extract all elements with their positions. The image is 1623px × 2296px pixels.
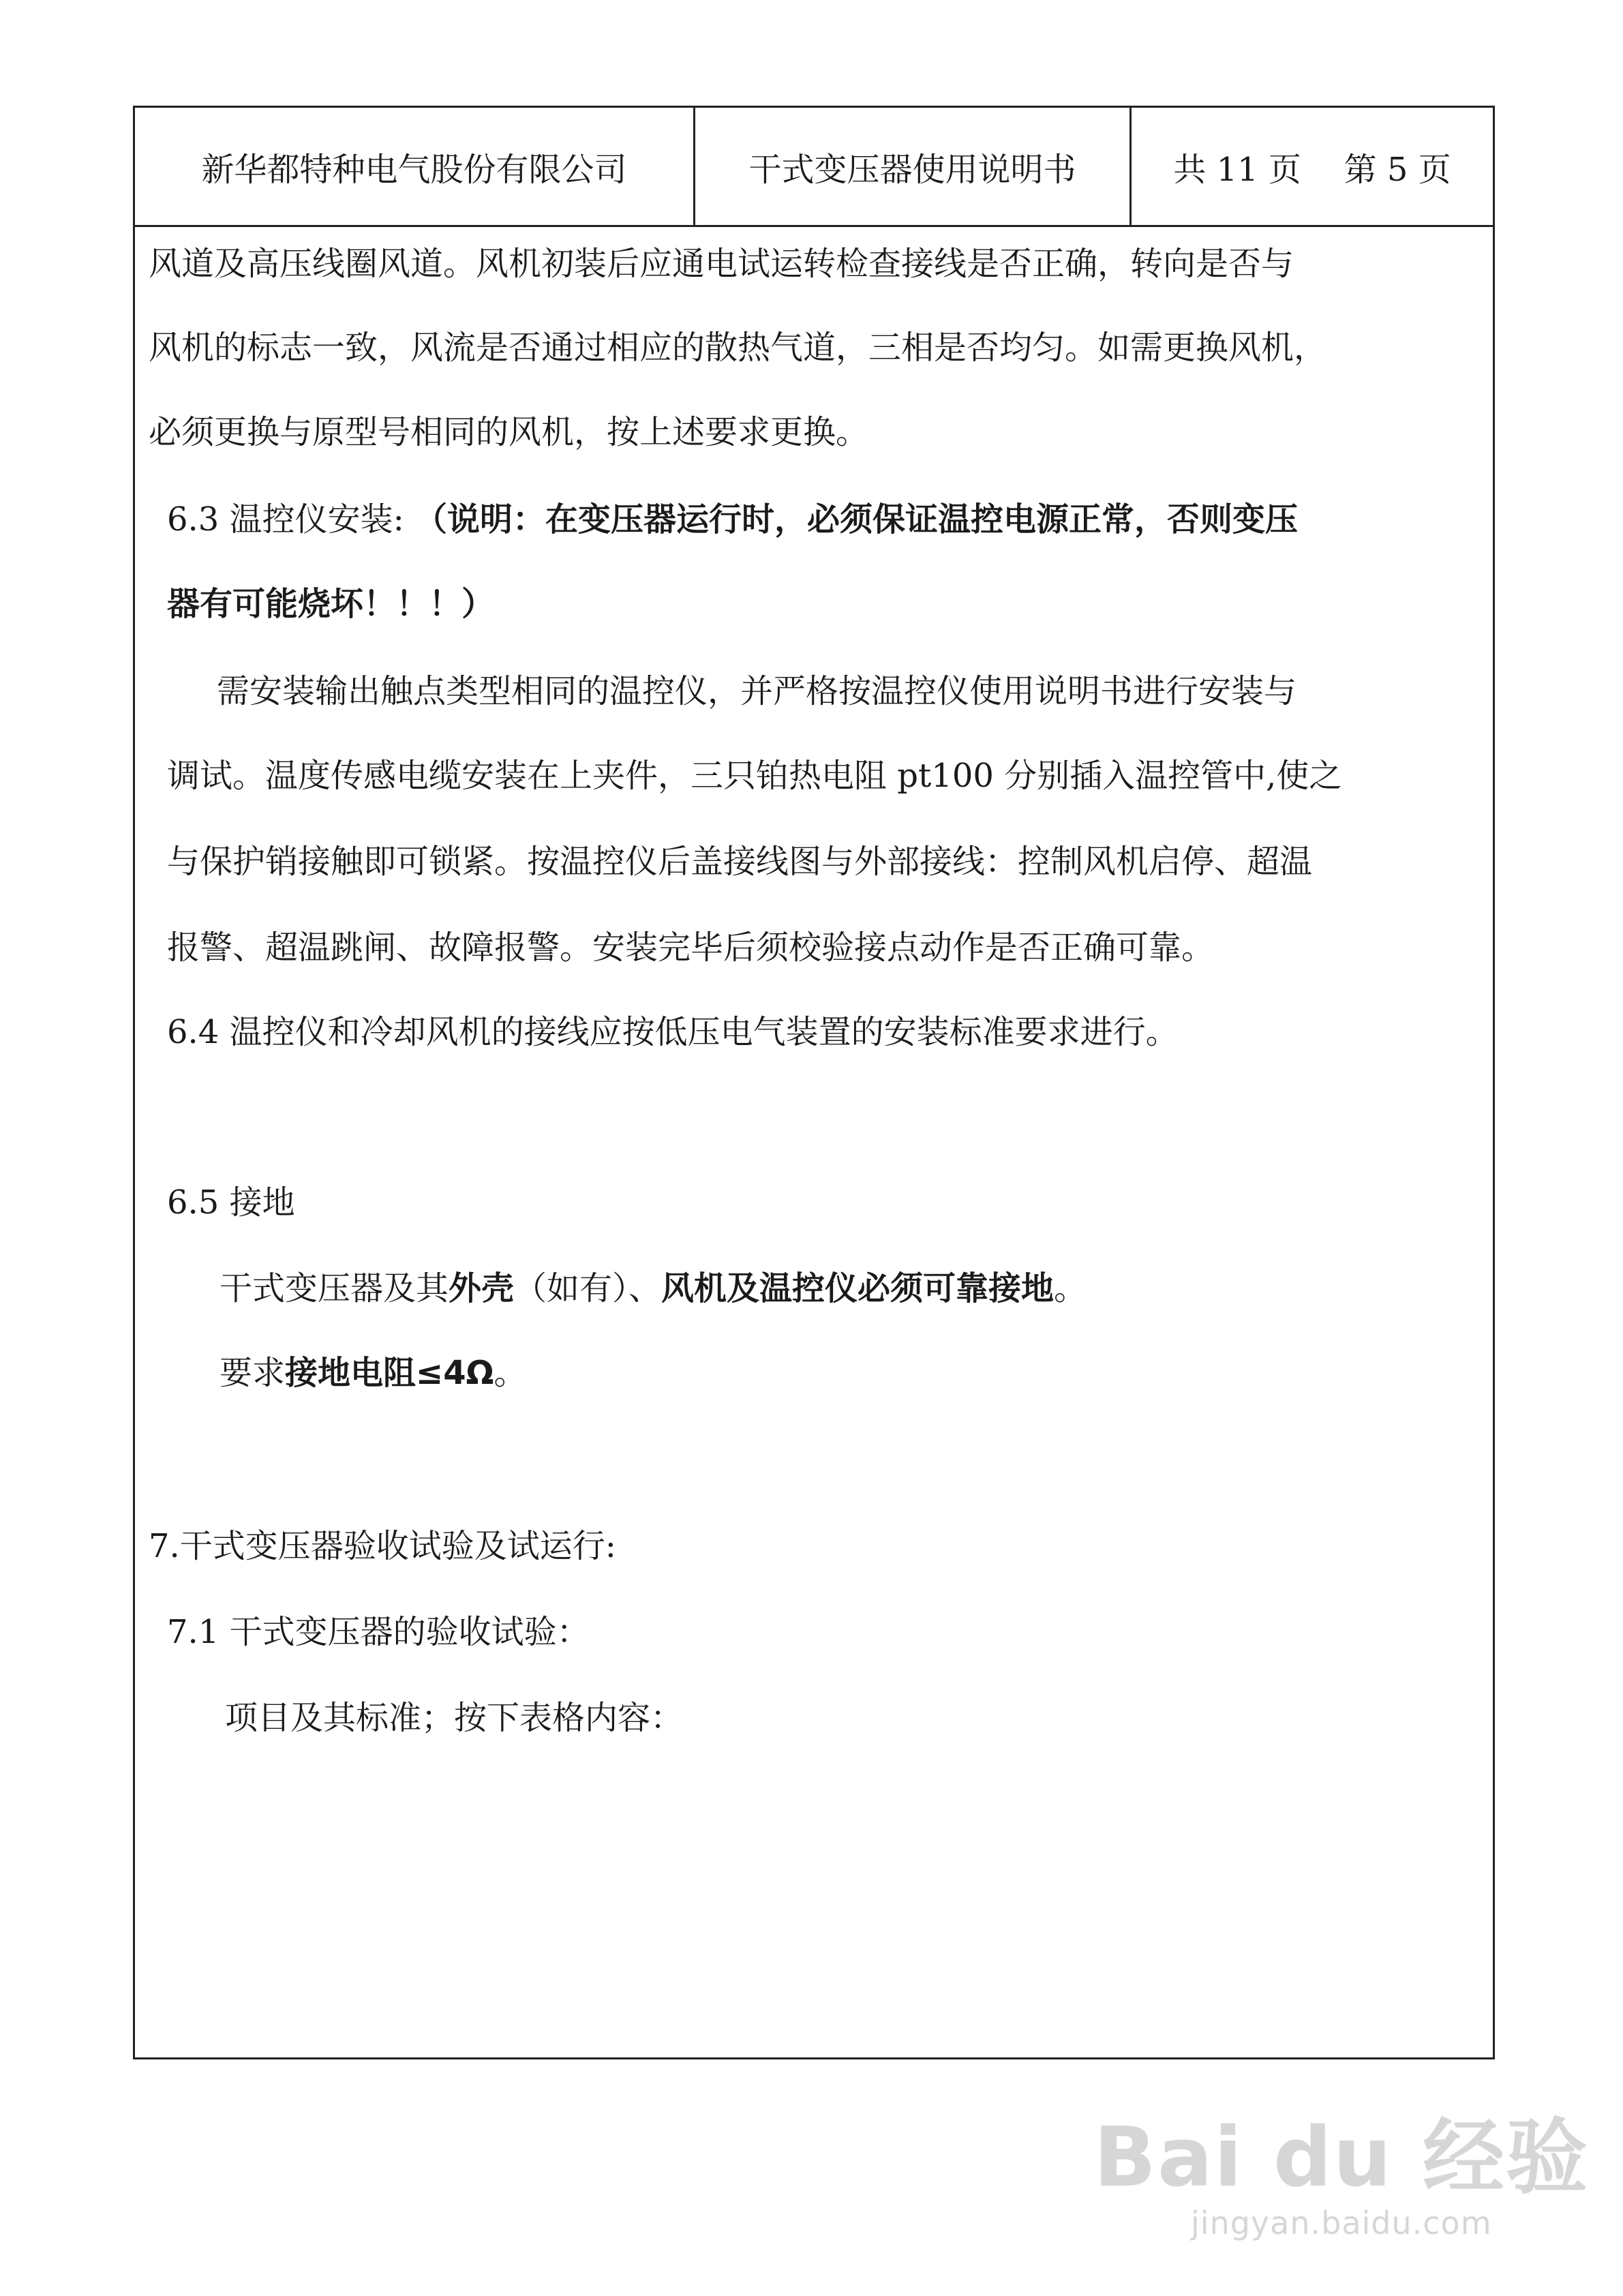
- paragraph-line: 调试。温度传感电缆安装在上夹件，三只铂热电阻 pt100 分别插入温控管中,使之: [167, 757, 1342, 795]
- section-7-heading: 7.干式变压器验收试验及试运行:: [149, 1527, 616, 1565]
- total-pages: 共 11 页: [1173, 150, 1301, 189]
- paragraph-line: 需安装输出触点类型相同的温控仪，并严格按温控仪使用说明书进行安装与: [217, 672, 1297, 710]
- watermark-url: jingyan.baidu.com: [1191, 2205, 1492, 2241]
- grounding-requirement: [219, 1269, 1087, 1308]
- document-header: [135, 108, 1493, 227]
- section-7-1-body: 项目及其标准；按下表格内容：: [225, 1699, 684, 1737]
- section-6-3-heading: [167, 500, 1299, 539]
- section-6-3-warning-cont: 器有可能烧坏！！！）: [167, 585, 495, 623]
- section-6-3-title: 6.3 温控仪安装:: [167, 500, 415, 539]
- paragraph-line: 与保护销接触即可锁紧。按温控仪后盖接线图与外部接线：控制风机启停、超温: [167, 843, 1313, 881]
- grounding-emphasis: 外壳: [449, 1269, 515, 1308]
- grounding-emphasis: 风机及温控仪必须可靠接地: [661, 1269, 1055, 1308]
- section-6-3-warning: （说明：在变压器运行时，必须保证温控电源正常，否则变压: [414, 500, 1299, 539]
- paragraph-line: 报警、超温跳闸、故障报警。安装完毕后须校验接点动作是否正确可靠。: [167, 928, 1215, 967]
- paragraph-line: 风机的标志一致，风流是否通过相应的散热气道，三相是否均匀。如需更换风机，: [149, 329, 1327, 367]
- baidu-logo: Bai du 经验: [1093, 2111, 1589, 2205]
- section-7-1-heading: 7.1 干式变压器的验收试验：: [167, 1613, 590, 1651]
- paragraph-line: 必须更换与原型号相同的风机，按上述要求更换。: [149, 413, 869, 451]
- page-number: 第 5 页: [1344, 150, 1451, 189]
- grounding-text: （如有）、: [514, 1269, 662, 1308]
- resistance-requirement: [219, 1354, 527, 1392]
- page-info: [1132, 108, 1493, 225]
- document-frame: [133, 106, 1495, 2059]
- resistance-text: 要求: [219, 1354, 286, 1392]
- resistance-value: 接地电阻≤4Ω: [285, 1354, 494, 1392]
- grounding-text: 。: [1054, 1269, 1087, 1308]
- section-6-5-heading: 6.5 接地: [167, 1183, 295, 1222]
- document-title: 干式变压器使用说明书: [695, 108, 1132, 225]
- company-name: 新华都特种电气股份有限公司: [135, 108, 695, 225]
- section-6-4: 6.4 温控仪和冷却风机的接线应按低压电气装置的安装标准要求进行。: [167, 1013, 1179, 1051]
- grounding-text: 干式变压器及其: [219, 1269, 449, 1308]
- paragraph-line: 风道及高压线圈风道。风机初装后应通电试运转检查接线是否正确，转向是否与: [149, 245, 1294, 283]
- baidu-watermark: [1093, 2111, 1589, 2241]
- resistance-text: 。: [494, 1354, 527, 1392]
